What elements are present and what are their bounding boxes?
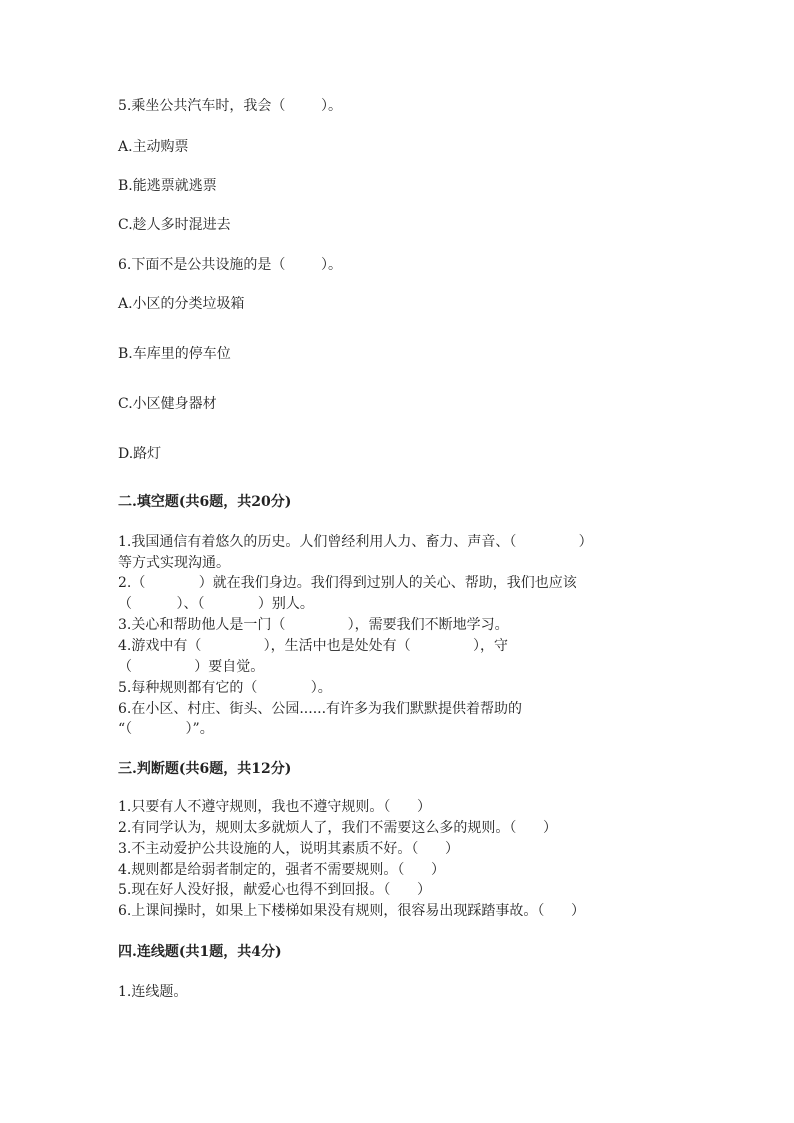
fill-line: “（ ）”。 — [118, 721, 214, 737]
option-6a: A.小区的分类垃圾箱 — [118, 296, 245, 312]
option-5a: A.主动购票 — [118, 139, 189, 155]
fill-line: （ ）要自觉。 — [118, 659, 265, 675]
fill-line: 5.每种规则都有它的（ ）。 — [118, 680, 332, 696]
option-6c: C.小区健身器材 — [118, 396, 217, 412]
option-5b: B.能逃票就逃票 — [118, 178, 217, 194]
judge-line: 5.现在好人没好报，献爱心也得不到回报。（ ） — [118, 882, 432, 898]
fill-line: 2.（ ）就在我们身边。我们得到过别人的关心、帮助，我们也应该 — [118, 575, 577, 591]
section-heading-fill: 二.填空题(共6题，共20分) — [118, 494, 292, 510]
judge-line: 4.规则都是给弱者制定的，强者不需要规则。（ ） — [118, 862, 446, 878]
question-6: 6.下面不是公共设施的是（ ）。 — [118, 257, 342, 273]
fill-line: 等方式实现沟通。 — [118, 555, 230, 571]
option-6b: B.车库里的停车位 — [118, 346, 231, 362]
option-6d: D.路灯 — [118, 446, 162, 462]
fill-line: 6.在小区、村庄、街头、公园......有许多为我们默默提供着帮助的 — [118, 701, 523, 717]
judge-line: 2.有同学认为，规则太多就烦人了，我们不需要这么多的规则。（ ） — [118, 820, 558, 836]
section-heading-match: 四.连线题(共1题，共4分) — [118, 944, 282, 960]
fill-line: 3.关心和帮助他人是一门（ ），需要我们不断地学习。 — [118, 617, 509, 633]
judge-line: 6.上课间操时，如果上下楼梯如果没有规则，很容易出现踩踏事故。（ ） — [118, 903, 586, 919]
match-question-1: 1.连线题。 — [118, 984, 188, 1000]
section-heading-judge: 三.判断题(共6题，共12分) — [118, 761, 292, 777]
judge-line: 1.只要有人不遵守规则，我也不遵守规则。（ ） — [118, 799, 432, 815]
question-5: 5.乘坐公共汽车时，我会（ ）。 — [118, 98, 342, 114]
judge-line: 3.不主动爱护公共设施的人，说明其素质不好。（ ） — [118, 841, 460, 857]
fill-line: 1.我国通信有着悠久的历史。人们曾经利用人力、畜力、声音、（ ） — [118, 534, 593, 550]
option-5c: C.趁人多时混进去 — [118, 217, 231, 233]
fill-line: （ ）、（ ）别人。 — [118, 596, 314, 612]
fill-line: 4.游戏中有（ ），生活中也是处处有（ ），守 — [118, 638, 508, 654]
